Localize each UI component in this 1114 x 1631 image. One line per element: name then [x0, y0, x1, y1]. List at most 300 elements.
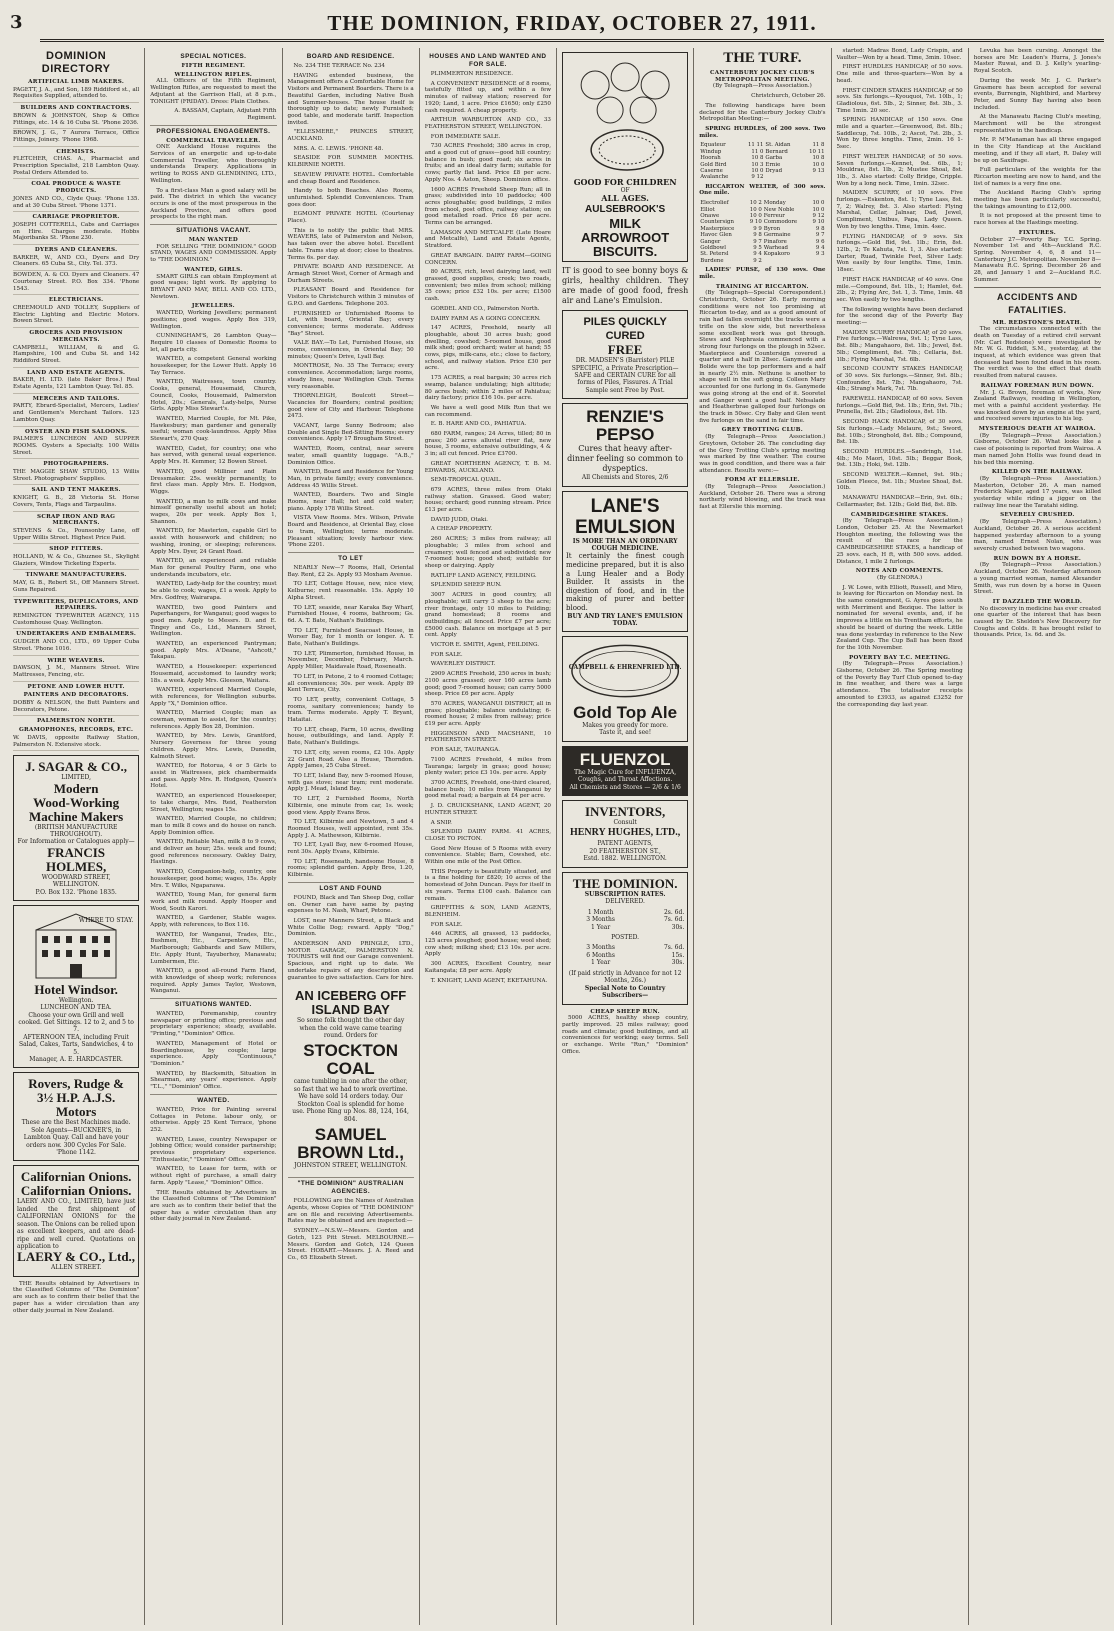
classified-ad: WANTED, Waitresses, town country. Cooks, general, Housemaid, Church, Council, Cooks, Housemaid, Palmerston Hotel, 20s.; Generals, Lady-helps, Nurse Girls. Apply Miss Stewart's. — [150, 379, 277, 413]
race2-weights-table — [699, 200, 825, 264]
notes-text: J. W. Lowe, with Elliott, Russell, and Miro, is leaving for Riccarton on Monday next. In the same consignment, G. Ayres goes south with Merriment and Bezique. The latter is nominated for several events, and, if he improves a little on his Trentham efforts, he should be heard of during the week. Little was done yesterday in reference to the New Zealand Cup. The Cup Ball has been fixed for the 10th November. — [836, 584, 963, 651]
board-residence-heading: BOARD AND RESIDENCE. — [306, 53, 395, 60]
section-divider — [974, 287, 1101, 288]
horse-name: Garba — [765, 155, 783, 162]
horse-weight: 9 8 — [753, 232, 762, 239]
sagar-line6: (BRITISH MANUFACTURE THROUGHOUT). — [34, 823, 118, 839]
column-7 — [832, 48, 969, 1625]
professional-text2: To a first-class Man a good salary will be paid. The district in which the vacancy occurs is one of the most prosperous in the Auckland Province, and offers good prospects to the right man. — [150, 187, 277, 221]
directory-entry: FLETCHER, CHAS. A., Pharmacist and Prescription Specialist, 218 Lambton Quay. Postal Orders Attended to. — [13, 155, 139, 179]
aulsebrook-caption2: OF — [620, 186, 630, 194]
subscription-price: 30s. — [671, 959, 685, 967]
horse-weight: 9 12 — [751, 174, 764, 181]
sagar-agent: FRANCIS HOLMES, — [45, 844, 107, 874]
agencies-list: SYDNEY.—N.S.W.—Messrs. Gordon and Gotch, 123 Pitt Street. MELBOURNE.—Messrs. Gordon and Gotch, 124 Queen Street. HOBART.—Messrs. J. A. Reed and Co., 65 Elizabeth Street. — [287, 1228, 414, 1261]
directory-entry: THE MAGGIE SHAW STUDIO, 13 Willis Street. Photographers' Supplies. — [13, 468, 139, 485]
horse-weight: 10 0 — [812, 161, 825, 168]
directory-entry: PALMER'S LUNCHEON AND SUPPER ROOMS. Oysters a Specialty. 100 Willis Street. — [13, 435, 139, 459]
horse-weight: 9 7 — [815, 232, 825, 239]
situation-wanted-ad: WANTED, Foremanship, country newspaper or printing office; previous and proprietary experience; steady, available. "Printing," "Dominion" Office. — [150, 1011, 277, 1038]
classified-ad: WANTED, a competent General working housekeeper, for the Lower Hutt. Apply 16 Tay Terrace. — [150, 356, 277, 376]
iceberg-text: So some folk thought the other day when the cold wave came tearing round. Orders for — [296, 1017, 405, 1040]
poverty-bay-text: (By Telegraph—Press Association.) Gisborne, October 26. The Spring meeting of the Poverty Bay Turf Club opened to-day in fine weather, and there was a large attendance. The totalisator receipts amounted to £3933, as against £3252 for the corresponding day last year. — [836, 661, 963, 708]
houses-land-heading: HOUSES AND LAND WANTED AND FOR SALE. — [429, 53, 547, 68]
girls-wanted-heading: WANTED, GIRLS. — [184, 266, 243, 273]
fluenzol-advertisement — [562, 746, 688, 796]
directory-entry: DOBBY & NELSON, the Butt Painters and Decorators, Petone. — [13, 699, 139, 716]
subscription-rates-box — [562, 872, 688, 1005]
subscription-title: THE DOMINION. — [572, 875, 678, 891]
to-let-ad: TO LET, Lyall Bay, new 6-roomed House, rent 30s. Apply Evans, Kilbirnie. — [287, 842, 414, 856]
dazzled-text: No discovery in medicine has ever created one quarter of the interest that has been caused by Dr. Sheldon's New Discovery for Coughs and Colds. It has brought relief to thousands. Price, 1s. 6d. and 3s. — [973, 605, 1101, 639]
classified-ad: WANTED, Married Couple; man as cowman, woman to assist, for the country; references. Apply Box 28, Dominion. — [150, 710, 277, 730]
column-5 — [557, 48, 694, 1625]
agencies-text: FOLLOWING are the Names of Australian Agents, whose Copies of "THE DOMINION" are on file and receiving Advertisements. Rates may be obtained and are inspected:— — [287, 1198, 414, 1225]
directory-category: OYSTER AND FISH SALOONS. — [25, 428, 128, 435]
turf-place: Christchurch, October 26. — [751, 93, 826, 100]
sagar-line10: WELLINGTON. — [52, 881, 100, 889]
directory-entry: KNIGHT, G. B., 28 Victoria St. Horse Covers, Tents, Flags and Tarpaulins. — [13, 494, 139, 511]
property-ad: WAVERLEY DISTRICT. — [430, 661, 496, 668]
race-result-paragraph: The following weights have been declared for the second day of the Poverty Bay meeting:— — [836, 306, 963, 327]
property-ad: J. D. CRUICKSHANK, LAND AGENT, 20 HUNTER STREET. — [424, 803, 551, 816]
aulsebrook-product2: ARROWROOT — [581, 230, 670, 246]
classified-ad: WANTED, an experienced Housekeeper, to take charge, Mrs. Reid, Featherston Street, Wellington; wages 15s. — [150, 793, 277, 813]
subscription-price: 15s. — [671, 951, 685, 959]
fluenzol-text: The Magic Cure for INFLUENZA, Coughs, and Throat Affections. — [574, 768, 677, 784]
aulsebrook-advertisement — [562, 52, 688, 262]
aulsebrook-caption1: GOOD FOR CHILDREN — [573, 176, 677, 187]
race-result-paragraph: FLYING HANDICAP, of 9 sovs. Six furlongs.—Gold Bid, 9st. 1lb.; Erin, 8st. 12lb., 2; Te Kahuta, 7st. 1, 3. Also started: Darter, Ruad, Twinkle Feet, Silver Lady. Won easily by four lengths. Time, 1min. 18sec. — [836, 233, 963, 274]
situation-wanted-ad: WANTED, Management of Hotel or Boardinghouse, by couple; large experience. Apply "Continuous," "Dominion." — [150, 1040, 277, 1067]
turf-note-paragraph: Full particulars of the weights for the Riccarton meeting are now to hand, and the list of names is a very fine one. — [973, 167, 1101, 187]
property-ad: HIGGINSON AND MACSHANE, 10 FEATHERSTON STREET. — [424, 730, 551, 744]
classified-ad: WANTED, for Rotorua, 4 or 5 Girls to assist in Waitresses, pick chambermaids and pass. Apply Mrs. R. Hodgson, Queen's Hotel. — [150, 763, 277, 790]
property-ad: SPLENDID SHEEP RUN. — [430, 582, 502, 589]
horse-weight: 10 0 — [812, 200, 825, 207]
subscription-row — [566, 916, 684, 924]
horse-name: Goldbowl — [700, 245, 727, 252]
horse-name: Gold Bird — [700, 161, 727, 168]
classified-ad: WANTED, Lady-help for the country; must be able to cook; wages, £1 a week. Apply to Mrs. Godfrey, Wairarapa. — [150, 581, 277, 601]
horse-weight: 9 8 — [815, 225, 825, 232]
wanted-ad: WANTED, Lease, country Newspaper or Jobbing Office; would consider partnership; previous proprietary experience. "Enthusiastic," "Dominion" Office. — [150, 1136, 277, 1163]
directory-entry: BARKER, W., AND CO., Dyers and Dry Cleaners. 65 Cuba St., City. Tel. 373. — [13, 254, 139, 271]
houses-land-list — [425, 71, 551, 984]
pepso-title: RENZIE'S PEPSO — [586, 407, 664, 445]
to-let-ad: TO LET, Furnished Seacoast House, in Worser Bay, for 1 month or longer. A. T. Bate, Nathan's Buildings. — [287, 627, 414, 648]
sagar-line2: LIMITED, — [61, 774, 91, 782]
death-text: The circumstances connected with the death on Tuesday of a retired civil servant (Mr. Carl Redstone) were investigated by Mr. W. G. Riddell, S.M., yesterday, at the inquest, at which evidence was given that deceased had been found dead in his room. The verdict was to the effect that death resulted from natural causes. — [973, 326, 1101, 380]
property-ad: 1600 ACRES Freehold Sheep Run; all in grass; subdivided into 10 paddocks; 400 acres ploughable; good buildings, 2 miles from school, post office, railway station; on good metalled road. Price £6 per acre. Terms can be arranged. — [424, 186, 551, 227]
horse-name: Germaine — [763, 232, 791, 239]
property-ad: GREAT BARGAIN. DAIRY FARM—GOING CONCERN. — [424, 252, 551, 266]
property-ad: 3007 ACRES in good country, all ploughable; will carry 3 sheep to the acre; river frontage, only 10 miles to Feilding; grand homestead; 8 rooms and outbuildings; all fenced. Price £7 per acre; £5000 cash. Balance on mortgage at 5 per cent. Apply — [424, 592, 551, 639]
directory-entry: CAMPBELL, WILLIAM, & and G. Hampshire, 100 and Cuba St. and 142 Riddiford Street. — [13, 344, 139, 368]
board-residence-ad: No. 234 THE TERRACE No. 234 — [293, 63, 385, 69]
horse-name: Ferreur — [763, 212, 785, 219]
board-residence-ad: This is to notify the public that MRS. WEAVERS, late of Palmerston and Nelson, has taken over the above hotel. Excellent table. Trams stop at door; close to theatres. Terms 6s. per day. — [287, 227, 414, 261]
race-result-paragraph: MANAWATU HANDICAP.—Erin, 9st. 6lb.; Cellarmaster, 8st. 12lb.; Gold Bid, 8st. 8lb. — [836, 495, 963, 508]
wanted-ad: WANTED, Price for Painting several Cottages in Petone. labour only, or otherwise. Apply 25 Kent Terrace, 'phone 252. — [150, 1106, 277, 1133]
board-residence-ad: PRIVATE BOARD AND RESIDENCE. At Armagh Street West, Corner of Armagh and Durham Streets. — [287, 264, 414, 284]
property-ad: PLIMMERTON RESIDENCE. — [430, 71, 514, 77]
property-ad: 300 ACRES, Excellent Country, near Kaitangata; £8 per acre. Apply — [424, 961, 551, 974]
property-ad: We have a well good Milk Run that we can recommend. — [424, 404, 551, 418]
horse-name: Elliot — [700, 206, 715, 213]
property-ad: A CONVENIENT RESIDENCE of 8 rooms, tastefully fitted up, and within a few minutes of railway station; reserved for 1920; Land, 1 acre. Price £1650; only £250 cash required. A cheap property. — [424, 80, 551, 114]
classified-ad: WANTED, a good all-round Farm Hand, with knowledge of sheep work; references required. Apply James Taylor, Westown, Wanganui. — [150, 968, 277, 995]
subscription-period: 3 Months — [586, 944, 615, 952]
turf-telegraph: (By Telegraph—Press Association.) — [712, 83, 812, 90]
notice-sign: A. BASSAM, Captain, Adjutant Fifth Regiment. — [174, 108, 277, 121]
horse-weight: 9 2 — [753, 257, 762, 264]
horse-weight: 10 8 — [751, 155, 764, 162]
directory-category: CHEMISTS. — [56, 148, 96, 155]
samuel-brown-address: JOHNSTON STREET, WELLINGTON. — [294, 1161, 408, 1169]
directory-entry: W. DAVIS, opposite Railway Station, Palmerston N. Extensive stock. — [13, 734, 139, 751]
notes-byline: (By GLENORA.) — [877, 574, 923, 581]
masthead — [40, 8, 1104, 42]
inventors-title: INVENTORS, — [584, 804, 666, 820]
subscription-row — [566, 924, 684, 932]
pepso-text: Cures that heavy after-dinner feeling so common to dyspeptics. — [567, 444, 684, 474]
directory-list — [13, 79, 139, 751]
turf-note-paragraph: Mr. P. M'Manaman has all three engaged in the City Handicap at the Auckland meeting, and if they all start, R. Daley will be up on Saxifrage. — [973, 137, 1101, 164]
sagar-name: J. SAGAR & CO., — [25, 759, 128, 775]
to-let-ad: TO LET, Island Bay, new 5-roomed House, with gas stove; near tram; rent moderate. Apply J. Mead, Island Bay. — [287, 772, 414, 793]
horse-weight: 9 10 — [749, 219, 762, 226]
horse-weight: 9 9 — [753, 225, 762, 232]
training-text: (By Telegraph—Special Correspondent.) Christchurch, October 26. Early morning conditions were not too promising at Riccarton to-day, and as a good amount of rain had fallen overnight the tracks were a trifle on the slow side, but nevertheless some excellent work was got through. Stews and Nephrasia commenced with a strong four furlongs on the plough in 52sec. Masterpiece and Countersign covered a quarter and a half in 28sec. Ganymede and Bolide were the top performers and a half in nearly 2½ min. Nethune is another to shape well in the soft going. Colleen Mary accounted for one furlong in 6s. Ganymede was going strong at the end of it. Sooretel and Ganger went a good half. Nebsalade and Heatherbrae galloped four furlongs on the track in 50sec. Cry Baby and Glen went five furlongs on the sand in fair time. — [699, 290, 826, 424]
property-ad: GRIFFITHS & SON, LAND AGENTS, BLENHEIM. — [424, 905, 551, 918]
horse-name: Warhead — [763, 245, 788, 252]
horse-weight: 10 11 — [809, 148, 825, 155]
classified-ad: WANTED, good Milliner and Plain Dressmaker. 25s. weekly permanently, to first class man. Apply Mrs. E. Hodgson, Wiggs. — [150, 468, 277, 495]
classified-ad: WANTED, a Gardener, Stable wages. Apply, with references, to Box 116. — [150, 915, 277, 929]
dazzled-heading: IT DAZZLED THE WORLD. — [992, 598, 1083, 605]
subscription-row — [566, 952, 684, 960]
col2-classified-list — [150, 310, 276, 995]
sagar-line4: Wood-Working — [33, 794, 120, 810]
subscription-price: 7s. 6d. — [663, 944, 685, 952]
column-4 — [420, 48, 557, 1625]
horse-weight: 10 2 — [749, 200, 762, 207]
lanes-short-ad: IT is good to see bonny boys & girls, healthy children. They are made of good food, fresh air and Lane's Emulsion. — [562, 266, 689, 306]
situation-wanted-ad: WANTED, by Blacksmith, Situation in Shearman, any years' experience. Apply "T.L.," "Dominion" Office. — [150, 1070, 277, 1091]
directory-category: GRAMOPHONES, RECORDS, ETC. — [18, 727, 134, 734]
samuel-brown-heading: SAMUEL BROWN Ltd., — [297, 1124, 404, 1162]
subscription-price: 30s. — [671, 923, 685, 931]
property-ad: GORDEL AND CO., Palmerston North. — [430, 305, 540, 312]
mystery-heading: MYSTERIOUS DEATH AT WAIROA. — [978, 426, 1096, 433]
directory-category: COAL PRODUCE & WASTE PRODUCTS. — [31, 181, 121, 195]
race-result-paragraph: FIRST WELTER HANDICAP, of 50 sovs. Seven furlongs.—Kennet, 9st. 6lb., 1; Mouldrae, 8st. 1lb., 2; Mustee Shoal, 8st. 1lb., 3. Also started: Colly Bridge, Cripple. Won by a long neck. Time, 1min. 32sec. — [836, 153, 963, 187]
horse-name: Equateur — [700, 142, 726, 149]
horse-name: Burdene — [700, 257, 724, 264]
classified-ad: WANTED, experienced Married Couple, with references, for Wellington suburbs. Apply "X," Dominion office. — [150, 687, 277, 707]
horse-name: Kopakoro — [763, 251, 790, 258]
inventors-line1: Consult — [613, 819, 637, 827]
beer-label-icon — [566, 641, 684, 701]
property-ad: SEMI-TROPICAL QUAIL. — [430, 477, 502, 484]
board-residence-ad: WANTED, Board and Residence for Young Man, in private family; every convenience. Address 45 Willis Street. — [287, 469, 414, 489]
directory-entry: JONES AND CO., Clyde Quay. 'Phone 135. and at 30 Cuba Street. 'Phone 1371. — [13, 195, 139, 212]
newspaper-columns — [8, 48, 1106, 1625]
girls-wanted-text: SMART GIRLS can obtain Employment at good wages; light work. By applying to BRYANT AND MAY, BELL AND CO. LTD., Newtown. — [150, 273, 277, 300]
property-ad: 147 ACRES, Freehold, nearly all ploughable, about 30 acres bush; good dwelling, cowshed; 5-roomed house, good milk shed; good orchard; water at hand; 55 cows, pigs, milk-cans, etc.; close to factory, school, and railway station. Price £30 per acre. — [424, 325, 551, 372]
sheep-run-heading: CHEAP SHEEP RUN. — [590, 1008, 660, 1015]
subscription-row — [566, 944, 684, 952]
sheep-run-text: 5000 ACRES, healthy sheep country, partly improved. 25 miles railway; good roads and climate; good buildings, and all conveniences for working; easy terms. Sell or exchange. Write "Run," "Dominion" Office. — [562, 1015, 689, 1055]
pepso-footer: All Chemists and Stores, 2/6 — [581, 474, 669, 482]
fluenzol-footer: All Chemists and Stores — 2/6 & 1/6 — [569, 783, 681, 791]
subscription-price: 2s. 6d. — [663, 908, 685, 916]
piles-advertisement — [562, 310, 688, 399]
classified-ad: WANTED, a Housekeeper: experienced Housemaid, accustomed to laundry work; 18s. a week. Apply Mrs. Gleeson, Waitara. — [150, 664, 277, 684]
classified-ad: CUNNINGHAM'S, 26 Lambton Quay—Require 10 classes of Domestic Rooms to let, all parts city. — [150, 333, 277, 353]
delivered-rates-table — [566, 909, 684, 932]
horse-name: New Noble — [763, 206, 795, 213]
property-ad: 446 ACRES, all grassed, 13 paddocks, 125 acres ploughed; good house; wool shed; cow shed; milking shed; £13 10s. per acre. Apply — [424, 931, 551, 958]
iceberg-heading: AN ICEBERG OFF ISLAND BAY — [295, 988, 407, 1018]
horse-name: Monday — [763, 200, 786, 207]
cambridgeshire-text: (By Telegraph—Press Association.) London, October 25. At the Newmarket Houghton meeting, the following was the result of the race for the CAMBRIDGESHIRE STAKES, a handicap of 25 sovs. each, H ft, with 500 sovs. added. Distance, 1 mile 2 furlongs. — [836, 518, 963, 565]
subscription-period: 1 Year — [591, 959, 611, 967]
directory-category: ELECTRICIANS. — [48, 297, 104, 304]
property-ad: THIS Property is beautifully situated, and is a fine holding for £820; 10 acres of the homestead of John Duncan. Pays for itself in six years. Terms £100 cash. Balance can remain. — [424, 868, 551, 902]
greytown-heading: GREY TROTTING CLUB. — [721, 427, 803, 434]
piles-free: FREE — [607, 342, 643, 358]
race-result-paragraph: SPRING HANDICAP, of 150 sovs. One mile and a quarter.—Greenwood, 8st. 8lb.; Saddlecup, 7st. 10lb., 2; Ascot, 7st. 2lb., 3. Won by three lengths. Time, 2min. 16 1-5sec. — [836, 117, 963, 151]
directory-category: DYERS AND CLEANERS. — [34, 247, 118, 254]
directory-category: SHOP FITTERS. — [49, 546, 103, 553]
hotel-line3: AFTERNOON TEA, including Fruit Salad, Cakes, Tarts, Sandwiches, 4 to 5. — [19, 1033, 134, 1056]
turf-note-paragraph: At the Manawatu Racing Club's meeting, Marchmont will be the strongest representative in the handicap. — [973, 114, 1101, 134]
classified-ad: WANTED, Young Man, for general farm work and milk round. Apply Hooper and Wood, South Karori. — [150, 892, 277, 912]
directory-category: SAIL AND TENT MAKERS. — [31, 487, 121, 494]
stockton-text: came tumbling in one after the other, so fast that we had to work overtime. We have sold 14 orders today. Our Stockton Coal is splendid for home use. Phone Ring up Nos. 88, 124, 164, 804. — [292, 1078, 409, 1123]
directory-category: WIRE WEAVERS. — [47, 657, 105, 664]
sagar-line9: WOODWARD STREET, — [41, 873, 111, 881]
onions-text: LAERY AND CO., LIMITED, have just landed the first shipment of CALIFORNIAN ONIONS for the season. The Onions can be relied upon as excellent keepers, and are dead-ripe and well cured. Quotations on application to — [17, 1198, 136, 1250]
death-heading: MR. REDSTONE'S DEATH. — [992, 319, 1083, 326]
to-let-ad: NEARLY New—7 Rooms, Hall, Oriental Bay. Rent, £2 2s. Apply 93 Moxham Avenue. — [287, 565, 414, 578]
property-ad: 80 ACRES, rich, level dairying land, well grassed, good supplies, creek; two roads, convenient; two miles from school; milking 35 cows; price £32 10s. per acre; £1500 cash. — [424, 269, 551, 303]
subscription-period: 1 Month — [587, 908, 614, 916]
horse-name: Havoc Glen — [700, 232, 732, 239]
directory-category: UNDERTAKERS AND EMBALMERS. — [16, 631, 137, 638]
horse-weight: 11 8 — [812, 142, 825, 149]
hotel-line4: Manager, A. E. HARDCASTER. — [29, 1056, 123, 1064]
hotel-line2: Choose your own Grill and well cooked. Get Sittings. 12 to 2, and 5 to 7. — [18, 1011, 134, 1034]
subscription-price: 7s. 6d. — [663, 916, 685, 923]
directory-category: TYPEWRITERS, DUPLICATORS, AND REPAIRERS. — [13, 598, 139, 612]
directory-entry: BROWN, J. G., 7 Aurora Terrace, Office Fittings, Joinery. 'Phone 1968. — [13, 129, 139, 146]
lost-found-heading: LOST AND FOUND — [288, 882, 414, 893]
situations-wanted-heading: SITUATIONS WANTED. — [150, 998, 276, 1009]
horse-weight: 9 7 — [753, 238, 762, 245]
wanted-list — [150, 1107, 276, 1187]
horse-weight: 9 10 — [812, 219, 825, 226]
horse-name: Electrolief — [700, 200, 729, 207]
board-residence-ad: WANTED, Room, central, near severe water, small quantity luggage. "A.B.," Dominion Office. — [287, 446, 414, 466]
horse-name: St. Aidan — [765, 142, 791, 149]
man-wanted-text: FOR SELLING "THE DOMINION." GOOD STAND, WAGES AND COMMISSION. Apply to "THE DOMINION." — [150, 243, 277, 264]
hotel-place: Wellington. — [58, 996, 94, 1004]
metropolitan-heading: CANTERBURY JOCKEY CLUB'S METROPOLITAN MEETING. — [710, 70, 815, 83]
horse-weight: 9 3 — [815, 251, 825, 258]
inventors-company: HENRY HUGHES, LTD., — [569, 827, 681, 839]
race-result-paragraph: SECOND COUNTY STAKES HANDICAP, of 30 sovs. Six furlongs.—Sinner, 9st. 8lb.; Confounder, 8st. 7lb.; Mangahaoro, 7st. 4lb.; Strang's Mark, 7st. 7lb. — [836, 366, 963, 393]
to-let-ad: TO LET, seaside, near Karaka Bay Wharf, Furnished House, 4 rooms, bathroom; Gs. 6d. A. T. Bate, Nathan's Buildings. — [287, 604, 414, 624]
directory-heading: DOMINION DIRECTORY — [41, 50, 111, 75]
onions-street: ALLEN STREET. — [50, 1264, 102, 1272]
property-ad: RATLIFF LAND AGENCY, FEILDING. — [430, 572, 537, 579]
railway-text: Mr. J. G. Brown, foreman of works, New Zealand Railways, residing in Wellington, met with a painful accident yesterday. He was knocked down by an engine at the yard, and received severe injuries to his leg. — [973, 389, 1101, 423]
professional-heading: PROFESSIONAL ENGAGEMENTS. — [150, 125, 276, 136]
inventors-line3: PATENT AGENTS, — [597, 840, 653, 848]
horse-name: Commodore — [763, 219, 798, 226]
column-2 — [145, 48, 282, 1625]
property-ad: ARTHUR WARBURTON AND CO., 33 FEATHERSTON STREET, WELLINGTON. — [424, 117, 551, 130]
race-results-list — [837, 48, 963, 509]
to-let-ad: TO LET, Cottage House, new, nice view, Kelburne; rent reasonable. 15s. Apply 10 Alpha Street. — [287, 581, 414, 601]
horse-weight: 10 3 — [751, 161, 764, 168]
lanes-emulsion-footer: BUY AND TRY LANE'S EMULSION TODAY. — [567, 612, 683, 627]
col2-footer-notice: THE Results obtained by Advertisers in the Classified Columns of "The Dominion" are such as to confirm their belief that the paper has a wider circulation than any other daily journal in New Zealand. — [150, 1189, 277, 1223]
horse-weight: 9 5 — [753, 245, 762, 252]
race-result-paragraph: FIRST CINDER STAKES HANDICAP, of 50 sovs. Six furlongs.—Kyouquoi, 7st. 10lb., 1; Gladiolous, 6st. 5lb., 2; Sinner, 8st. 3lb., 3. Time 1min. 20 sec. — [836, 87, 963, 114]
gold-top-advertisement: CAMPBELL & EHRENFRIED LTD. Gold Top Ale Makes you greedy for more. Taste it, and see! — [562, 636, 688, 742]
horse-name: Ganger — [700, 238, 721, 245]
aulsebrook-caption3: ALL AGES. — [601, 193, 649, 204]
onions-company: LAERY & CO., Ltd., — [17, 1249, 136, 1265]
situations-vacant-heading: SITUATIONS VACANT. — [150, 224, 276, 235]
lanes-emulsion-advertisement — [562, 491, 688, 633]
agencies-heading: "THE DOMINION" AUSTRALIAN AGENCIES. — [288, 1177, 414, 1196]
property-ad: E. B. HARE AND CO., PAHIATUA. — [430, 421, 527, 428]
horse-weight: 10 0 — [812, 206, 825, 213]
horse-name: Countersign — [700, 219, 734, 226]
onions-title1: Californian Onions. — [20, 1169, 132, 1185]
horse-heading: RUN DOWN BY A HORSE. — [993, 555, 1082, 562]
board-residence-ad: EGMONT PRIVATE HOTEL (Courtenay Place). — [287, 211, 414, 225]
race-result-paragraph: FAREWELL HANDICAP, of 60 sovs. Seven furlongs.—Gold Bid, 9st. 1lb.; Erin, 9st. 7lb.; Prunella, 8st. 2lb.; Gladiolous, 8st. 1lb. — [836, 396, 963, 416]
classified-ad: WANTED, Companion-help, country, one housekeeper, good home; wages, 15s. Apply Mrs. T. Wilks, Ngaparawa. — [150, 869, 277, 889]
subscription-note2: Special Note to Country Subscribers— — [584, 984, 666, 1000]
property-ad: VICTOR E. SMITH, Agent, FEILDING. — [430, 642, 540, 649]
property-ad: Good New House of 5 Rooms with every convenience. Stable; Barn, Cowshed, etc. Within one mile of the Post Office. — [424, 845, 551, 866]
property-ad: 7100 ACRES Freehold, 4 miles from Tauranga; largely in grass; good house; plenty water; price £3 10s. per acre. Apply — [424, 756, 551, 777]
rovers-advertisement — [13, 1072, 139, 1161]
subscription-row — [566, 909, 684, 917]
aulsebrook-brand: AULSEBROOK'S — [585, 204, 666, 216]
property-ad: A CHEAP PROPERTY. — [430, 526, 493, 533]
directory-category: TINWARE MANUFACTURERS. — [25, 572, 127, 579]
horse-name: Avalanche — [700, 174, 729, 181]
ellerslie-heading: FORM AT ELLERSLIE. — [724, 477, 800, 484]
classified-ad: WANTED, an experienced Pantryman; good. Apply Mrs. A'Deane, "Ashcott," Takapau. — [150, 641, 277, 661]
onions-advertisement — [13, 1165, 139, 1276]
man-wanted-heading: MAN WANTED — [188, 237, 238, 244]
classified-ad: WANTED, two good Painters and Paperhangers, for Wanganui; good wages to good men. Apply to Messrs. D. and E. Tingey and Co., Ltd., Manners Street, Wellington. — [150, 604, 277, 638]
property-ad: FOR IMMEDIATE SALE. — [430, 133, 501, 140]
board-residence-ad: MRS. A. C. LEWIS. 'PHONE 48. — [293, 145, 384, 152]
property-ad: 680 FARM, ranges; 24 Acres, tilled; 80 in grass; 260 acres alluvial river flat, new house, 3 rooms, extensive outbuildings, 4 & 3 in; all cut fenced. Price £3700. — [424, 431, 551, 458]
race-result-paragraph: MAIDEN SCURRY HANDICAP, of 20 sovs. Five furlongs.—Walrewa, 9st. 1; Tyne Lass, 8st. 8lb.; Mangahaoro, 8st. 1lb.; Jewel, 8st. 5lb.; Compliment, 8st. 7lb.; Cellaria, 8st. 1lb.; Flying Marshal, 7st. 6lb. — [836, 329, 963, 363]
directory-category: GROCERS AND PROVISION MERCHANTS. — [29, 330, 123, 343]
turf-note-paragraph: During the week Mr. J. C. Parker's Grasmere has been accepted for several events, Burrengin, Nightbird, and Marbrey Peter, and Sunny Bay having also been included. — [973, 77, 1101, 111]
horse-weight: 10 8 — [812, 155, 825, 162]
race-result-paragraph: SECOND HACK HANDICAP, of 30 sovs. Six furlongs.—Lady Melaure, 9st.; Sword, 8st. 10lb.; Stronghold, 8st. 8lb.; Compound, 8st. 1lb. — [836, 419, 963, 446]
killed-heading: KILLED ON THE RAILWAY. — [991, 469, 1083, 476]
turf-note-paragraph: The Auckland Racing Club's spring meeting has been particularly successful, the takings amounting to £12,000. — [973, 190, 1101, 210]
lanes-emulsion-sub: IS MORE THAN AN ORDINARY COUGH MEDICINE. — [572, 537, 678, 552]
col1-footer-notice: THE Results obtained by Advertisers in the Classified Columns of "The Dominion" are such as to confirm their belief that the paper has a wider circulation than any other daily journal in New Zealand. — [13, 1280, 140, 1314]
professional-sub: COMMERCIAL TRAVELLER. — [166, 137, 261, 144]
cambridgeshire-heading: CAMBRIDGESHIRE STAKES. — [850, 511, 949, 518]
race1-weights-table — [699, 142, 825, 180]
classified-ad: WANTED, a man to milk cows and make himself generally useful about an hotel; wages, 20s per week. Apply Box 1, Shannon. — [150, 498, 277, 525]
board-residence-ad: PLEASANT Board and Residence for Visitors to Christchurch within 3 minutes of G.P.O. and Gardens. Telephone 203. — [287, 287, 414, 307]
hotel-name: Hotel Windsor. — [34, 981, 118, 997]
lanes-emulsion-title: LANE'S EMULSION — [574, 495, 676, 538]
horse-name: Bernard — [765, 148, 788, 155]
mystery-text: (By Telegraph—Press Association.) Gisborne, October 26. What looks like a case of poisoning is reported from Wairoa. A man named John Hollis was found dead in his bed this morning. — [973, 432, 1101, 466]
classified-ad: WANTED, an experienced and reliable Man for general Poultry Farm, one who understands incubators, etc. — [150, 558, 277, 578]
classified-ad: WANTED, for Masterton, capable Girl to assist with housework and children; no washing, ironing, or sleeping; references. Apply Mrs. Dyer, 24 Grant Road. — [150, 528, 277, 555]
horse-weight: 9 4 — [815, 245, 825, 252]
classified-ad: WANTED, for Wanganui, Trades, Etc., Bushmen, Etc., Carpenters, Etc., Marlborough; Gabbards and Saw Millers, Etc. Apply Hunt, Tayuberhoy, Manawatu; Lumbermen, Etc. — [150, 931, 277, 965]
classified-ad: WANTED, Working Jewellers; permanent positions; good wages. Apply Box 319, Wellington. — [150, 310, 277, 330]
hotel-line1: LUNCHEON AND TEA. — [40, 1004, 112, 1012]
directory-entry: JOSEPH COTTERELL, Cabs and Carriages on Hire. Charges moderate. Hobbs Majoribanks St. 'Phone 230. — [13, 221, 139, 245]
property-ad: 570 ACRES, WANGANUI DISTRICT, all in grass; ploughable; balance undulating; 6-roomed house; 2 miles from railway; price £19 per acre. Apply — [424, 700, 551, 728]
fluenzol-title: FLUENZOL — [579, 749, 671, 769]
wanted-ad: WANTED, to Lease for term, with or without right of purchase, a small dairy farm. Apply "Lease," "Dominion" Office. — [150, 1166, 277, 1186]
to-let-ad: TO LET, pretty, convenient Cottage, 5 rooms, sanitary conveniences; handy to tram. Terms moderate. Apply T. Bryant, Hataitai. — [287, 696, 414, 724]
to-let-ad: TO LET, in Petone, 2 to 4 roomed Cottage; all conveniences; 30s. per week. Apply 89 Kent Terrace, City. — [287, 673, 414, 694]
subscription-sub: SUBSCRIPTION RATES. — [584, 890, 666, 898]
board-residence-ad: THORNLEIGH, Boulcott Street—Vacancies for Boarders; central position; good view of City and Harbour. Telephone 2473. — [287, 393, 414, 420]
board-residence-ad: SEASIDE FOR SUMMER MONTHS. KILBIRNIE NORTH. — [287, 155, 414, 169]
to-let-ad: TO LET, Kilbirnie and Newtown, 5 and 4 Roomed Houses, well appointed, rent 35s. Apply J. A. Mathewson, Kilbirnie. — [287, 819, 414, 839]
directory-category: PALMERSTON NORTH. — [36, 718, 116, 725]
property-ad: 3700 ACRES, Freehold, one-third cleared, balance bush; 10 miles from Wanganui by good metal road; a bargain at £4 per acre. — [424, 779, 551, 800]
turf-heading: THE TURF. — [723, 50, 802, 66]
horse-weight: 10 0 — [749, 212, 762, 219]
turf-intro: The following handicaps have been declared for the Canterbury Jockey Club's Metropolitan Meeting:— — [699, 102, 826, 123]
directory-entry: CREEMOULD AND TOLLEY, Suppliers of Electric Lighting and Electric Motors. Bowen Street. — [13, 304, 139, 328]
sagar-line3: Modern — [53, 780, 99, 796]
directory-entry: MAY, G. B., Rebert St., Off Manners Street. Guns Repaired. — [13, 579, 139, 596]
ellerslie-text: (By Telegraph—Press Association.) Auckland, October 26. There was a strong northerly wind blowing, and the track was fast at Ellerslie this morning. — [699, 484, 826, 511]
directory-category: PHOTOGRAPHERS. — [43, 461, 109, 468]
horse-weight: 9 4 — [753, 251, 762, 258]
directory-category: LAND AND ESTATE AGENTS. — [26, 369, 126, 376]
rovers-text: These are the Best Machines made. Sole Agents—BUCKNER'S, in Lambton Quay. Call and have your orders now. 300 Cycles For Sale. 'Phone 1142. — [21, 1119, 131, 1157]
horse-name: Pinafore — [763, 238, 787, 245]
horse-weight: 11 0 — [751, 148, 764, 155]
property-ad: A SNIP. — [430, 819, 452, 826]
crushed-text: (By Telegraph—Press Association.) Auckland, October 26. A serious accident happened yesterday afternoon to a young man, named Ernest Nolan, who was severely crushed between two wagons. — [973, 519, 1101, 552]
notice-text: ALL Officers of the Fifth Regiment, Wellington Rifles, are requested to meet the Adjutant at the Garrison Hall, at 8 p.m., TONIGHT (FRIDAY). Dress: Plain Clothes. — [150, 78, 277, 105]
directory-entry: DAWSON, J. M., Manners Street. Wire Mattresses, Fencing, etc. — [13, 664, 139, 681]
notice-head: FIFTH REGIMENT. — [181, 63, 246, 69]
classified-ad: WANTED, by Mrs. Lewis, Grantford, Nursery Governess for three young children. Apply Mrs. Lewis, Dunedin, Kalmoth Street. — [150, 733, 277, 760]
piles-title: PILES QUICKLY CURED — [583, 316, 667, 343]
